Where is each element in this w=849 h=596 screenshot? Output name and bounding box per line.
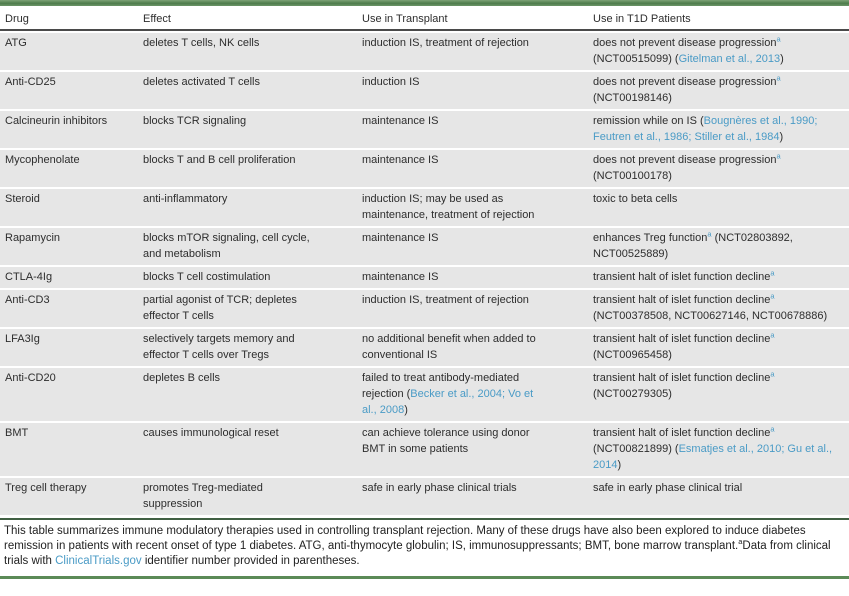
text: induction IS bbox=[362, 76, 420, 88]
text: transient halt of islet function decline bbox=[593, 427, 771, 439]
text: does not prevent disease progression bbox=[593, 37, 777, 49]
text: blocks T and B cell proliferation bbox=[143, 154, 296, 166]
cell-transplant bbox=[357, 368, 588, 421]
superscript-note-marker: a bbox=[776, 34, 781, 44]
text: enhances Treg function bbox=[593, 232, 708, 244]
cell-t1d bbox=[588, 368, 849, 421]
cell-transplant bbox=[357, 189, 588, 226]
cell-effect bbox=[138, 72, 357, 109]
text: does not prevent disease progression bbox=[593, 154, 777, 166]
cell-drug bbox=[0, 150, 138, 187]
cell-transplant bbox=[357, 329, 588, 366]
text: (NCT00821899) ( bbox=[593, 443, 679, 455]
text: promotes Treg-mediated suppression bbox=[143, 482, 263, 510]
cell-t1d bbox=[588, 150, 849, 187]
text: Calcineurin inhibitors bbox=[5, 115, 108, 127]
text: Data from clinical trials with bbox=[4, 540, 831, 567]
superscript-note-marker: a bbox=[776, 73, 781, 83]
text: causes immunological reset bbox=[143, 427, 279, 439]
superscript-note-marker: a bbox=[770, 424, 775, 434]
text: safe in early phase clinical trials bbox=[362, 482, 517, 494]
text: ) bbox=[780, 53, 784, 65]
cell-effect bbox=[138, 478, 357, 515]
cell-effect bbox=[138, 189, 357, 226]
cell-drug bbox=[0, 423, 138, 476]
table-row bbox=[0, 33, 849, 70]
cell-drug bbox=[0, 72, 138, 109]
superscript-note-marker: a bbox=[770, 268, 775, 278]
text: ATG bbox=[5, 37, 27, 49]
table-row bbox=[0, 329, 849, 366]
table-row bbox=[0, 150, 849, 187]
text: (NCT00378508, NCT00627146, NCT00678886) bbox=[593, 310, 828, 322]
cell-t1d bbox=[588, 423, 849, 476]
table-body bbox=[0, 33, 849, 515]
text: maintenance IS bbox=[362, 232, 439, 244]
text: remission while on IS ( bbox=[593, 115, 704, 127]
cell-drug bbox=[0, 189, 138, 226]
text: transient halt of islet function decline bbox=[593, 372, 771, 384]
cell-drug bbox=[0, 33, 138, 70]
citation-link[interactable]: ClinicalTrials.gov bbox=[55, 555, 142, 567]
table-row bbox=[0, 368, 849, 421]
table-row bbox=[0, 267, 849, 288]
text: deletes activated T cells bbox=[143, 76, 260, 88]
cell-t1d bbox=[588, 189, 849, 226]
text: CTLA-4Ig bbox=[5, 271, 53, 283]
cell-transplant bbox=[357, 423, 588, 476]
table-row bbox=[0, 228, 849, 265]
column-header-use-in-t1d-patients: Use in T1D Patients bbox=[588, 8, 849, 31]
citation-link[interactable]: Bougnères et al., 1990; Feutren et al., 1986; Stiller et al., 1984 bbox=[593, 115, 818, 143]
cell-t1d bbox=[588, 228, 849, 265]
text: maintenance IS bbox=[362, 154, 439, 166]
text: blocks mTOR signaling, cell cycle, and metabolism bbox=[143, 232, 310, 260]
cell-transplant bbox=[357, 33, 588, 70]
text: maintenance IS bbox=[362, 115, 439, 127]
cell-effect bbox=[138, 150, 357, 187]
text: transient halt of islet function decline bbox=[593, 271, 771, 283]
cell-transplant bbox=[357, 478, 588, 515]
cell-t1d bbox=[588, 33, 849, 70]
cell-transplant bbox=[357, 228, 588, 265]
cell-transplant bbox=[357, 111, 588, 148]
cell-effect bbox=[138, 267, 357, 288]
text: depletes B cells bbox=[143, 372, 221, 384]
text: partial agonist of TCR; depletes effector T cells bbox=[143, 294, 297, 322]
column-header-effect: Effect bbox=[138, 8, 357, 31]
text: induction IS, treatment of rejection bbox=[362, 37, 529, 49]
cell-transplant bbox=[357, 267, 588, 288]
text: (NCT00965458) bbox=[593, 349, 672, 361]
cell-effect bbox=[138, 228, 357, 265]
text: (NCT02803892, NCT00525889) bbox=[593, 232, 793, 260]
table-footnote bbox=[0, 518, 849, 579]
cell-drug bbox=[0, 478, 138, 515]
cell-drug bbox=[0, 111, 138, 148]
text: deletes T cells, NK cells bbox=[143, 37, 260, 49]
cell-t1d bbox=[588, 111, 849, 148]
text: anti-inflammatory bbox=[143, 193, 228, 205]
table-row bbox=[0, 478, 849, 515]
text: Mycophenolate bbox=[5, 154, 80, 166]
column-header-drug: Drug bbox=[0, 8, 138, 31]
superscript-note-marker: a bbox=[770, 369, 775, 379]
cell-t1d bbox=[588, 478, 849, 515]
text: Rapamycin bbox=[5, 232, 61, 244]
cell-t1d bbox=[588, 290, 849, 327]
text: identifier number provided in parentheses. bbox=[141, 555, 360, 567]
cell-effect bbox=[138, 290, 357, 327]
table-row bbox=[0, 189, 849, 226]
text: ) bbox=[404, 404, 408, 416]
cell-effect bbox=[138, 111, 357, 148]
superscript-note-marker: a bbox=[776, 151, 781, 161]
text: induction IS; may be used as maintenance, treatment of rejection bbox=[362, 193, 535, 221]
citation-link[interactable]: Esmatjes et al., 2010; Gu et al., 2014 bbox=[593, 443, 833, 471]
text: ) bbox=[779, 131, 784, 143]
citation-link[interactable]: Gitelman et al., 2013 bbox=[678, 53, 781, 65]
text: Treg cell therapy bbox=[5, 482, 87, 494]
text: blocks T cell costimulation bbox=[143, 271, 271, 283]
cell-drug bbox=[0, 228, 138, 265]
citation-link[interactable]: Becker et al., 2004; Vo et al., 2008 bbox=[362, 388, 534, 416]
text: failed to treat antibody-mediated rejection ( bbox=[362, 372, 520, 400]
cell-t1d bbox=[588, 329, 849, 366]
text: ) bbox=[617, 459, 622, 471]
cell-transplant bbox=[357, 290, 588, 327]
superscript-note-marker: a bbox=[770, 291, 775, 301]
text: does not prevent disease progression bbox=[593, 76, 777, 88]
cell-drug bbox=[0, 368, 138, 421]
text: maintenance IS bbox=[362, 271, 439, 283]
column-header-use-in-transplant: Use in Transplant bbox=[357, 8, 588, 31]
text: safe in early phase clinical trial bbox=[593, 482, 743, 494]
cell-t1d bbox=[588, 267, 849, 288]
immune-therapy-table bbox=[0, 6, 849, 517]
text: (NCT00100178) bbox=[593, 170, 672, 182]
table-row bbox=[0, 290, 849, 327]
text: can achieve tolerance using donor BMT in some patients bbox=[362, 427, 530, 455]
text: induction IS, treatment of rejection bbox=[362, 294, 529, 306]
superscript-note-marker: a bbox=[770, 330, 775, 340]
cell-effect bbox=[138, 329, 357, 366]
text: transient halt of islet function decline bbox=[593, 294, 771, 306]
text: no additional benefit when added to conventional IS bbox=[362, 333, 536, 361]
table-header-row bbox=[0, 8, 849, 31]
cell-transplant bbox=[357, 72, 588, 109]
text: Anti-CD25 bbox=[5, 76, 56, 88]
text: BMT bbox=[5, 427, 29, 439]
text: Anti-CD20 bbox=[5, 372, 56, 384]
cell-effect bbox=[138, 423, 357, 476]
cell-drug bbox=[0, 329, 138, 366]
text: (NCT00279305) bbox=[593, 388, 672, 400]
text: (NCT00198146) bbox=[593, 92, 672, 104]
table-row bbox=[0, 72, 849, 109]
text: selectively targets memory and effector T cells over Tregs bbox=[143, 333, 295, 361]
cell-effect bbox=[138, 368, 357, 421]
text: blocks TCR signaling bbox=[143, 115, 247, 127]
cell-transplant bbox=[357, 150, 588, 187]
table-row bbox=[0, 111, 849, 148]
cell-drug bbox=[0, 267, 138, 288]
cell-t1d bbox=[588, 72, 849, 109]
text: transient halt of islet function decline bbox=[593, 333, 771, 345]
text: toxic to beta cells bbox=[593, 193, 678, 205]
text: (NCT00515099) ( bbox=[593, 53, 679, 65]
text: Steroid bbox=[5, 193, 40, 205]
text: This table summarizes immune modulatory therapies used in controlling transplant rejection. Many of these drugs have also been explored to induce diabetes remission in patients with recent onset of type 1 diabetes. ATG, anti-thymocyte globulin; IS, immunosuppressants; BMT, bone marrow transplant. bbox=[4, 525, 806, 552]
superscript-note-marker: a bbox=[738, 537, 743, 547]
text: Anti-CD3 bbox=[5, 294, 50, 306]
table-row bbox=[0, 423, 849, 476]
superscript-note-marker: a bbox=[707, 229, 712, 239]
cell-drug bbox=[0, 290, 138, 327]
cell-effect bbox=[138, 33, 357, 70]
text: LFA3Ig bbox=[5, 333, 40, 345]
